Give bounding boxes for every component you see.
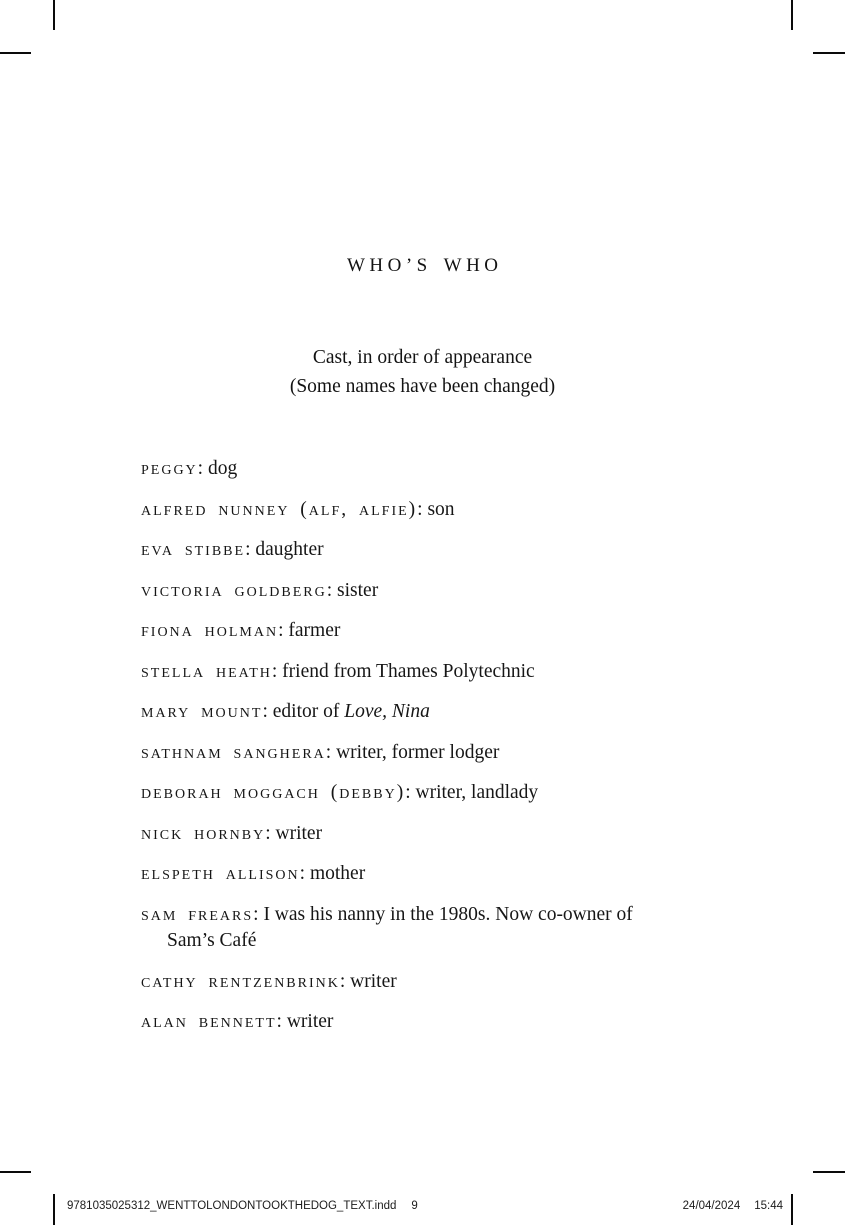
cast-name: peggy (141, 458, 198, 479)
cast-name: sam frears (141, 903, 254, 925)
cast-description: writer, former lodger (336, 741, 500, 763)
cast-name: victoria goldberg (141, 579, 327, 601)
subtitle (0, 343, 845, 401)
cast-list (141, 456, 716, 1050)
cast-description: writer (286, 1011, 334, 1032)
cast-entry: stella heath: friend from Thames Polytechnic (141, 660, 535, 682)
cast-description: editor of (272, 701, 345, 722)
crop-mark-bottom-right-vertical (791, 1194, 793, 1225)
subtitle-line-1: Cast, in order of appearance (312, 347, 533, 368)
cast-name: alan bennett (141, 1011, 277, 1032)
cast-description-italic: Love, Nina (344, 701, 430, 722)
crop-mark-bottom-right-horizontal (813, 1171, 845, 1173)
crop-mark-bottom-left-vertical (53, 1194, 55, 1225)
cast-description: writer, landlady (415, 782, 539, 803)
cast-entry: alan bennett: writer (141, 1011, 334, 1032)
crop-mark-top-left-vertical (53, 0, 55, 30)
crop-mark-bottom-left-horizontal (0, 1171, 31, 1173)
cast-description: writer (275, 822, 323, 844)
slug-time: 15:44 (754, 1200, 783, 1212)
cast-description: dog (207, 458, 238, 479)
cast-description: son (427, 498, 455, 520)
cast-entry: nick hornby: writer (141, 822, 323, 844)
cast-name: elspeth allison (141, 863, 300, 884)
cast-entry: victoria goldberg: sister (141, 579, 379, 601)
subtitle-line-2: (Some names have been changed) (289, 376, 556, 397)
slug-right (683, 1200, 783, 1212)
cast-entry: peggy: dog (141, 458, 238, 479)
slug-left (67, 1200, 418, 1212)
page-title: WHO’S WHO (346, 255, 503, 276)
cast-name: eva stibbe (141, 539, 246, 560)
cast-entry: fiona holman: farmer (141, 620, 341, 641)
cast-description: mother (309, 863, 366, 884)
cast-description: writer (350, 970, 397, 992)
cast-entry: eva stibbe: daughter (141, 539, 324, 560)
cast-entry: alfred nunney (alf, alfie): son (141, 498, 455, 520)
cast-entry: elspeth allison: mother (141, 863, 366, 884)
slug-date: 24/04/2024 (682, 1200, 741, 1212)
cast-name: nick hornby (141, 822, 266, 844)
cast-description: friend from Thames Polytechnic (282, 660, 535, 682)
slug-page-number: 9 (411, 1200, 418, 1212)
cast-name: deborah moggach (debby) (141, 782, 406, 803)
cast-name: fiona holman (141, 620, 279, 641)
cast-description: daughter (255, 539, 324, 560)
cast-entry: mary mount: editor of Love, Nina (141, 701, 430, 722)
cast-description: Sam’s Café (167, 930, 257, 951)
cast-entry: sam frears: I was his nanny in the 1980s. Now co-owner of Sam’s Café (141, 903, 633, 951)
crop-mark-top-right-horizontal (813, 52, 845, 54)
cast-name: mary mount (141, 701, 263, 722)
cast-description: I was his nanny in the 1980s. Now co-owner of (263, 903, 633, 925)
cast-entry: cathy rentzenbrink: writer (141, 970, 397, 992)
cast-name: cathy rentzenbrink (141, 970, 340, 992)
crop-mark-top-left-horizontal (0, 52, 31, 54)
cast-entry: deborah moggach (debby): writer, landlady (141, 782, 539, 803)
cast-name: sathnam sanghera (141, 741, 326, 763)
cast-description: sister (337, 579, 379, 601)
cast-entry: sathnam sanghera: writer, former lodger (141, 741, 500, 763)
crop-mark-top-right-vertical (791, 0, 793, 30)
slug-filename: 9781035025312_WENTTOLONDONTOOKTHEDOG_TEXT.indd (67, 1200, 397, 1212)
cast-name: alfred nunney (alf, alfie) (141, 498, 418, 520)
cast-description: farmer (288, 620, 341, 641)
cast-name: stella heath (141, 660, 272, 682)
